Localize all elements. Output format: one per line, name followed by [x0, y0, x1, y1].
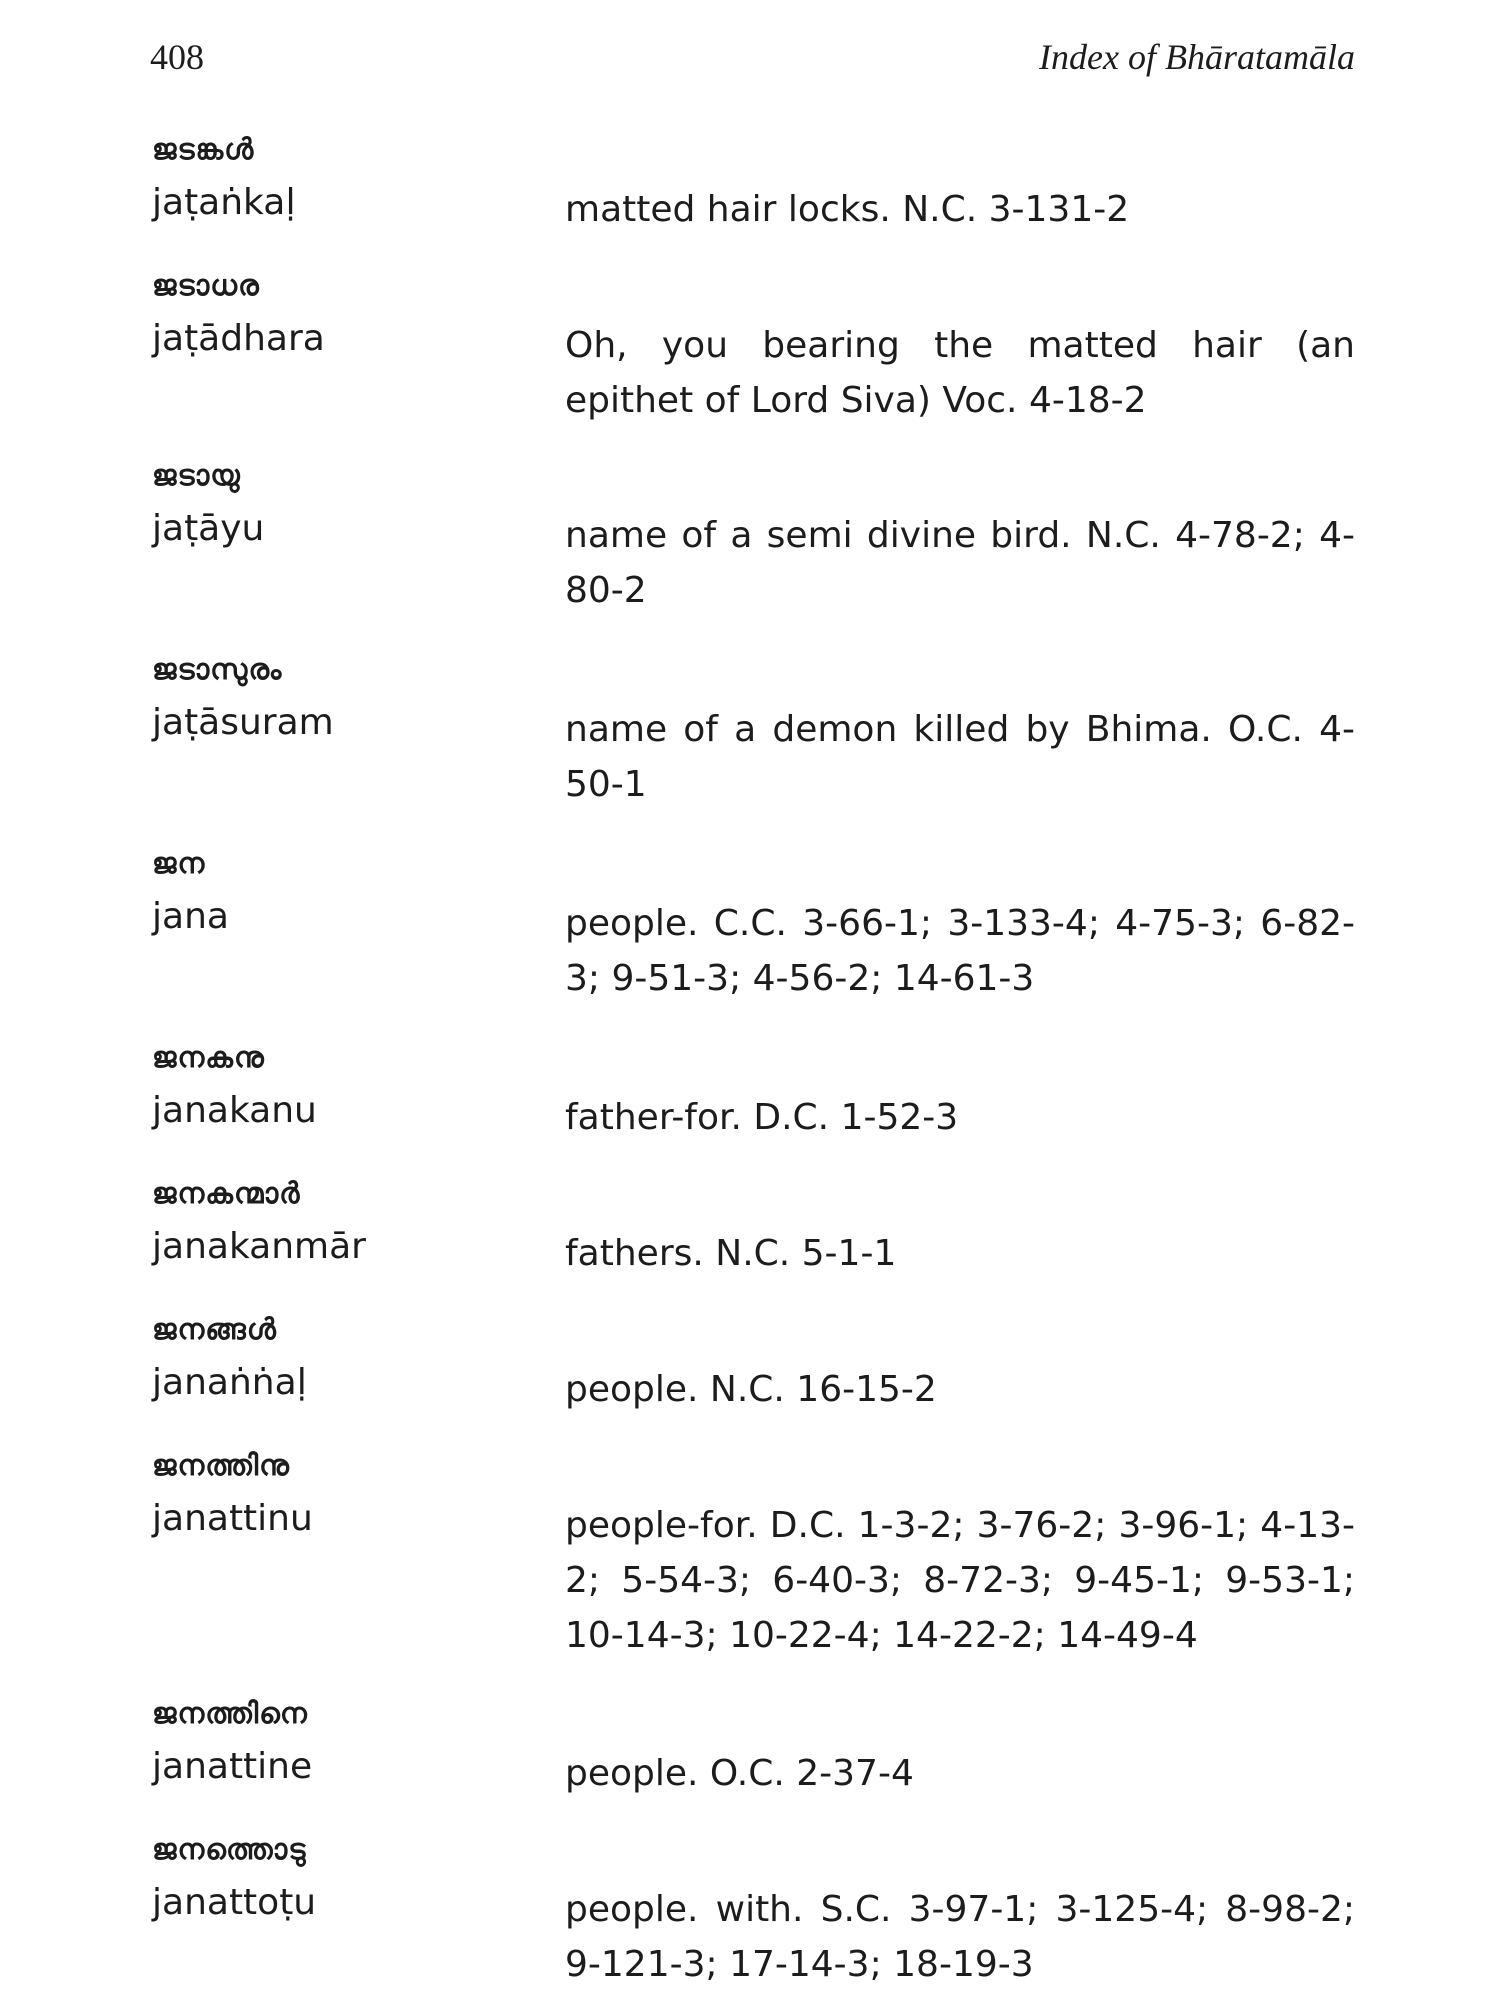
definition: people. N.C. 16-15-2	[565, 1369, 937, 1410]
transliteration: janattoṭu	[152, 1882, 317, 1923]
malayalam-headword: ജടങ്കൾ	[152, 132, 255, 166]
transliteration: jaṭaṅkaḷ	[152, 182, 296, 223]
malayalam-headword: ജടായു	[152, 458, 241, 492]
definition: name of a semi divine bird. N.C. 4-78-2; 4-80-2	[565, 515, 1355, 611]
definition: people. with. S.C. 3-97-1; 3-125-4; 8-98-2; 9-121-3; 17-14-3; 18-19-3	[565, 1889, 1355, 1985]
malayalam-headword: ജനകന്മാർ	[152, 1176, 301, 1210]
transliteration: jana	[152, 896, 229, 937]
definition: people. C.C. 3-66-1; 3-133-4; 4-75-3; 6-82-3; 9-51-3; 4-56-2; 14-61-3	[565, 903, 1355, 999]
transliteration: janakanu	[152, 1090, 317, 1131]
malayalam-headword: ജനത്തൊടു	[152, 1832, 307, 1866]
transliteration: janattinu	[152, 1498, 313, 1539]
malayalam-headword: ജന	[152, 846, 206, 880]
definition: fathers. N.C. 5-1-1	[565, 1233, 897, 1274]
malayalam-headword: ജനത്തിനു	[152, 1448, 290, 1482]
definition: name of a demon killed by Bhima. O.C. 4-50-1	[565, 709, 1355, 805]
transliteration: jaṭādhara	[152, 318, 325, 359]
definition: people-for. D.C. 1-3-2; 3-76-2; 3-96-1; 4-13-2; 5-54-3; 6-40-3; 8-72-3; 9-45-1; 9-53-1; 10-14-3; 10-22-4; 14-22-2; 14-49-4	[565, 1505, 1355, 1656]
definition: matted hair locks. N.C. 3-131-2	[565, 189, 1130, 230]
definition: Oh, you bearing the matted hair (an epithet of Lord Siva) Voc. 4-18-2	[565, 325, 1355, 421]
definition: people. O.C. 2-37-4	[565, 1753, 914, 1794]
malayalam-headword: ജടാസുരം	[152, 652, 283, 686]
malayalam-headword: ജനകനു	[152, 1040, 265, 1074]
malayalam-headword: ജനങ്ങൾ	[152, 1312, 277, 1346]
definition: father-for. D.C. 1-52-3	[565, 1097, 959, 1138]
transliteration: janattine	[152, 1746, 313, 1787]
page-number: 408	[150, 37, 204, 77]
malayalam-headword: ജനത്തിനെ	[152, 1696, 308, 1730]
transliteration: janakanmār	[152, 1226, 366, 1267]
transliteration: janaṅṅaḷ	[152, 1362, 307, 1403]
malayalam-headword: ജടാധര	[152, 268, 260, 302]
transliteration: jaṭāsuram	[152, 702, 334, 743]
running-title: Index of Bhāratamāla	[1039, 37, 1355, 77]
transliteration: jaṭāyu	[152, 508, 265, 549]
